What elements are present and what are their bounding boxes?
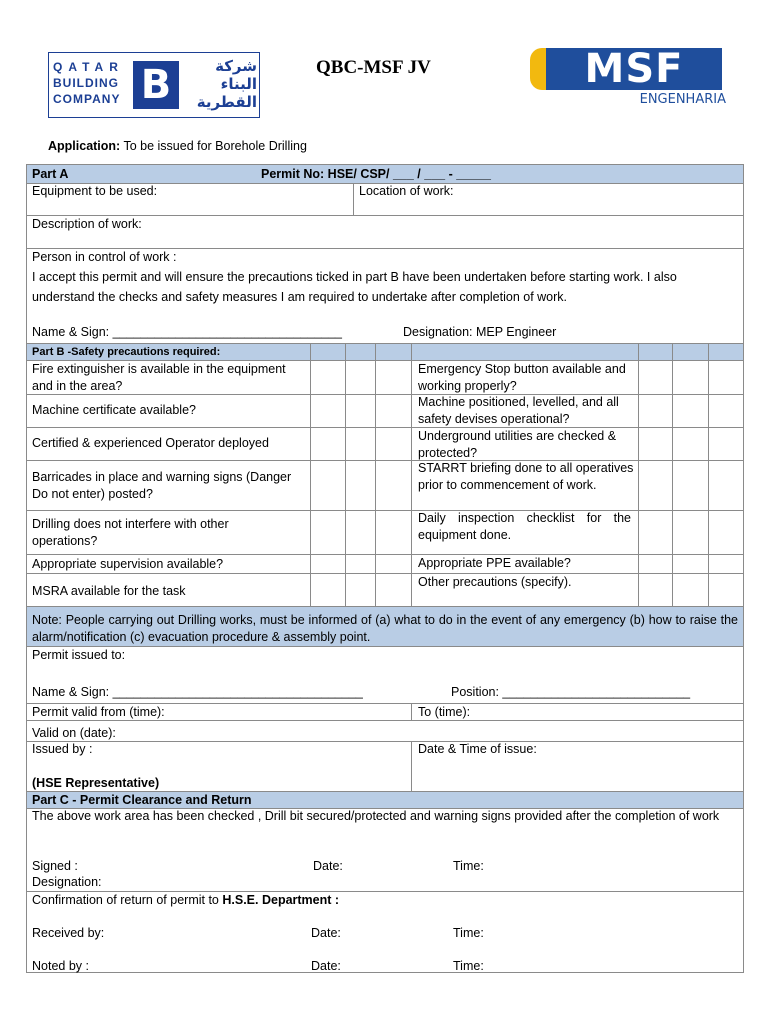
divider <box>708 343 709 607</box>
precaution-item: Fire extinguisher is available in the equipment and in the area? <box>32 362 286 393</box>
divider <box>27 460 743 461</box>
part-c-title: Part C - Permit Clearance and Return <box>32 793 252 807</box>
position-field[interactable]: Position: ___________________________ <box>451 685 691 699</box>
precaution-item: Emergency Stop button available and working properly? <box>418 362 626 393</box>
divider <box>27 394 743 395</box>
precaution-item: Daily inspection checklist for the equipment done. <box>418 511 631 542</box>
qbc-logo-mark: B <box>133 61 179 109</box>
divider <box>411 741 412 791</box>
qbc-logo-ar-line: شركة <box>215 57 257 75</box>
msf-logo <box>530 48 726 112</box>
precaution-item: MSRA available for the task <box>32 584 186 598</box>
clearance-statement: The above work area has been checked , Drill bit secured/protected and warning signs provided after the completion of work <box>32 809 720 823</box>
precaution-item: Drilling does not interfere with other operations? <box>32 517 229 548</box>
divider <box>27 510 743 511</box>
noted-time-field[interactable]: Time: <box>453 959 484 973</box>
divider <box>27 646 743 647</box>
application-value: To be issued for Borehole Drilling <box>123 139 307 153</box>
precaution-item: Other precautions (specify). <box>418 575 572 589</box>
precaution-item: Underground utilities are checked & protected? <box>418 429 617 460</box>
received-date-field[interactable]: Date: <box>311 926 341 940</box>
part-a-title: Part A <box>32 167 69 181</box>
issued-by-field[interactable]: Issued by : <box>32 742 93 756</box>
precaution-item: Certified & experienced Operator deployed <box>32 436 269 450</box>
application-label: Application: <box>48 139 121 153</box>
equipment-field[interactable]: Equipment to be used: <box>32 184 158 198</box>
qbc-logo-line: COMPANY <box>53 92 121 106</box>
valid-from-field[interactable]: Permit valid from (time): <box>32 705 165 719</box>
precaution-item: Appropriate PPE available? <box>418 556 571 570</box>
divider <box>310 343 311 607</box>
divider <box>27 554 743 555</box>
acceptance-statement: I accept this permit and will ensure the precautions ticked in part B have been undertaken before starting work. I also understand the checks and safety measures I am required to undertake after completion of work. <box>32 270 677 304</box>
divider <box>353 183 354 215</box>
noted-by-field[interactable]: Noted by : <box>32 959 89 973</box>
description-field[interactable]: Description of work: <box>32 217 142 231</box>
confirmation-prefix: Confirmation of return of permit to <box>32 893 219 907</box>
qbc-logo-line: QATAR <box>53 60 124 74</box>
qbc-logo-ar-line: القطرية <box>196 93 257 111</box>
qbc-logo-english <box>53 59 131 107</box>
divider <box>345 343 346 607</box>
permit-issued-to-label: Permit issued to: <box>32 648 126 662</box>
page-title: QBC-MSF JV <box>316 57 431 78</box>
qbc-logo <box>48 52 260 118</box>
msf-logo-subtitle: ENGENHARIA <box>639 92 726 107</box>
divider <box>411 703 412 720</box>
divider <box>27 720 743 721</box>
application-line <box>48 139 307 153</box>
precaution-item: Machine positioned, levelled, and all safety devises operational? <box>418 395 619 426</box>
precaution-item: Barricades in place and warning signs (Danger Do not enter) posted? <box>32 470 292 501</box>
person-in-control-label: Person in control of work : <box>32 250 177 264</box>
divider <box>27 427 743 428</box>
designation-field[interactable]: Designation: MEP Engineer <box>403 325 557 339</box>
qbc-logo-arabic <box>181 57 257 111</box>
designation-field[interactable]: Designation: <box>32 875 102 889</box>
confirmation-line <box>32 892 339 908</box>
valid-on-field[interactable]: Valid on (date): <box>32 726 116 740</box>
permit-form <box>26 164 744 973</box>
signed-field[interactable]: Signed : <box>32 859 78 873</box>
permit-number: Permit No: HSE/ CSP/ ___ / ___ - _____ <box>261 167 491 181</box>
time-field[interactable]: Time: <box>453 859 484 873</box>
divider <box>375 343 376 607</box>
msf-logo-wordmark: MSF <box>546 48 722 90</box>
name-sign-field[interactable]: Name & Sign: _________________________________ <box>32 325 343 339</box>
location-field[interactable]: Location of work: <box>359 184 454 198</box>
divider <box>27 741 743 742</box>
qbc-logo-ar-line: البناء <box>220 75 257 93</box>
date-field[interactable]: Date: <box>313 859 343 873</box>
received-time-field[interactable]: Time: <box>453 926 484 940</box>
divider <box>672 343 673 607</box>
safety-note: Note: People carrying out Drilling works, must be informed of (a) what to do in the event of any emergency (b) how to raise the alarm/notification (c) evacuation procedure & assembly point. <box>32 613 738 644</box>
issued-name-sign-field[interactable]: Name & Sign: ____________________________________ <box>32 685 363 699</box>
received-by-field[interactable]: Received by: <box>32 926 105 940</box>
divider <box>638 343 639 607</box>
valid-to-field[interactable]: To (time): <box>418 705 471 719</box>
hse-representative-label: (HSE Representative) <box>32 776 160 790</box>
precaution-item: Appropriate supervision available? <box>32 557 224 571</box>
divider <box>411 343 412 607</box>
divider <box>27 573 743 574</box>
precaution-item: STARRT briefing done to all operatives prior to commencement of work. <box>418 461 634 492</box>
qbc-logo-line: BUILDING <box>53 76 119 90</box>
hse-department-label: H.S.E. Department : <box>222 893 340 907</box>
precaution-item: Machine certificate available? <box>32 403 196 417</box>
date-time-issue-field[interactable]: Date & Time of issue: <box>418 742 537 756</box>
part-b-title: Part B -Safety precautions required: <box>32 346 221 358</box>
noted-date-field[interactable]: Date: <box>311 959 341 973</box>
